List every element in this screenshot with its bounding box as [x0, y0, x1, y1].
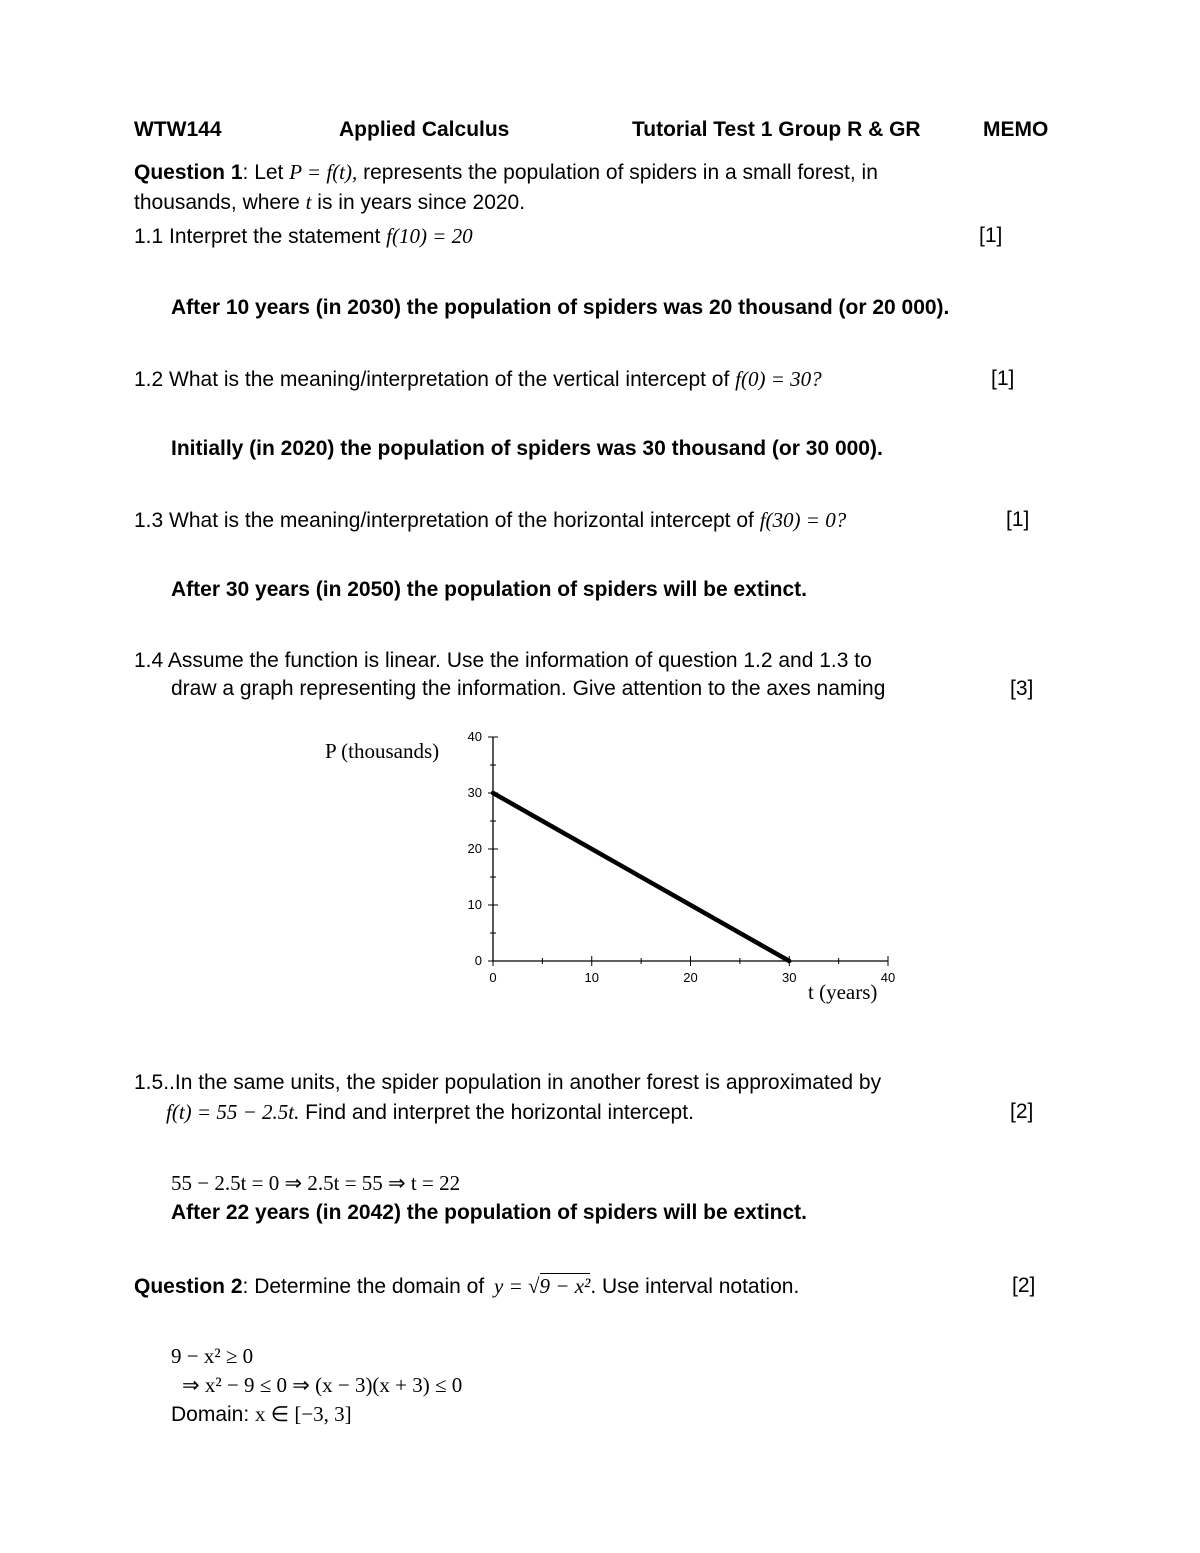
course-name: Applied Calculus — [339, 118, 510, 141]
q13-formula: f(30) = 0? — [759, 508, 847, 532]
course-code: WTW144 — [134, 118, 222, 141]
q13-answer: After 30 years (in 2050) the population of spiders will be extinct. — [171, 578, 807, 601]
x-tick-label: 0 — [489, 970, 497, 985]
q1-intro-line2-b: is in years since 2020. — [311, 191, 526, 214]
q14-marks: [3] — [1010, 677, 1034, 700]
test-name: Tutorial Test 1 Group R & GR — [632, 118, 921, 141]
x-axis-label: t (years) — [808, 980, 878, 1004]
q12-marks: [1] — [991, 367, 1015, 390]
q15-working: 55 − 2.5t = 0 ⇒ 2.5t = 55 ⇒ t = 22 — [171, 1171, 461, 1195]
q11-text: 1.1 Interpret the statement — [134, 225, 387, 248]
q15-formula: f(t) = 55 − 2.5t. — [166, 1100, 300, 1124]
y-tick-label: 10 — [467, 897, 482, 912]
q13-question — [134, 508, 846, 533]
q12-question — [134, 367, 822, 392]
q2-domain-value: x ∈ [−3, 3] — [255, 1402, 352, 1426]
q2-text-b: . Use interval notation. — [590, 1275, 800, 1298]
q12-answer: Initially (in 2020) the population of spiders was 30 thousand (or 30 000). — [171, 437, 883, 460]
q14-line1: 1.4 Assume the function is linear. Use the information of question 1.2 and 1.3 to — [134, 649, 872, 672]
q2-formula-lhs: y = — [494, 1274, 528, 1298]
q1-intro-line2-a: thousands, where — [134, 191, 306, 214]
q15-marks: [2] — [1010, 1100, 1034, 1123]
q11-answer: After 10 years (in 2030) the population of spiders was 20 thousand (or 20 000). — [171, 296, 950, 319]
q13-text: 1.3 What is the meaning/interpretation of the horizontal intercept of — [134, 509, 760, 532]
x-tick-label: 20 — [683, 970, 698, 985]
q2-step2: ⇒ x² − 9 ≤ 0 ⇒ (x − 3)(x + 3) ≤ 0 — [182, 1373, 463, 1397]
q2-formula-root: 9 − x² — [539, 1274, 591, 1298]
y-tick-label: 30 — [467, 785, 482, 800]
q15-line2-wrap — [166, 1100, 694, 1125]
q1-label: Question 1 — [134, 161, 243, 184]
q2-label: Question 2 — [134, 1275, 243, 1298]
q1-intro-formula: P = f(t), — [289, 160, 358, 184]
q1-intro-b: represents the population of spiders in a small forest, in — [357, 161, 878, 184]
q14-line2: draw a graph representing the information. Give attention to the axes naming — [171, 677, 886, 700]
q2-domain-label: Domain: — [171, 1403, 256, 1426]
x-tick-label: 10 — [584, 970, 599, 985]
q2-step1: 9 − x² ≥ 0 — [171, 1344, 254, 1368]
sqrt-icon: √ — [528, 1274, 540, 1298]
y-tick-label: 40 — [467, 729, 482, 744]
population-graph — [300, 720, 920, 1020]
x-tick-label: 30 — [782, 970, 797, 985]
q11-marks: [1] — [979, 224, 1003, 247]
q2-marks: [2] — [1012, 1274, 1036, 1297]
q2-question — [134, 1274, 799, 1299]
q15-answer: After 22 years (in 2042) the population of spiders will be extinct. — [171, 1201, 807, 1224]
q1-intro — [134, 160, 878, 185]
y-axis-label: P (thousands) — [325, 739, 440, 763]
q12-text: 1.2 What is the meaning/interpretation of the vertical intercept of — [134, 368, 736, 391]
q12-formula: f(0) = 30? — [735, 367, 822, 391]
y-tick-label: 0 — [474, 953, 482, 968]
q13-marks: [1] — [1006, 508, 1030, 531]
q15-line2: Find and interpret the horizontal intercept. — [299, 1101, 694, 1124]
memo-label: MEMO — [983, 118, 1049, 141]
q2-text-a: : Determine the domain of — [242, 1275, 490, 1298]
y-tick-label: 20 — [467, 841, 482, 856]
q2-domain — [171, 1402, 352, 1427]
q11-question — [134, 224, 473, 249]
q11-formula: f(10) = 20 — [386, 224, 473, 248]
series-line — [493, 793, 789, 961]
q1-intro-line2 — [134, 190, 525, 215]
q15-line1: 1.5..In the same units, the spider population in another forest is approximated by — [134, 1071, 882, 1094]
q1-intro-a: : Let — [242, 161, 290, 184]
x-tick-label: 40 — [880, 970, 896, 985]
q1-intro-line2-var: t — [305, 190, 312, 214]
